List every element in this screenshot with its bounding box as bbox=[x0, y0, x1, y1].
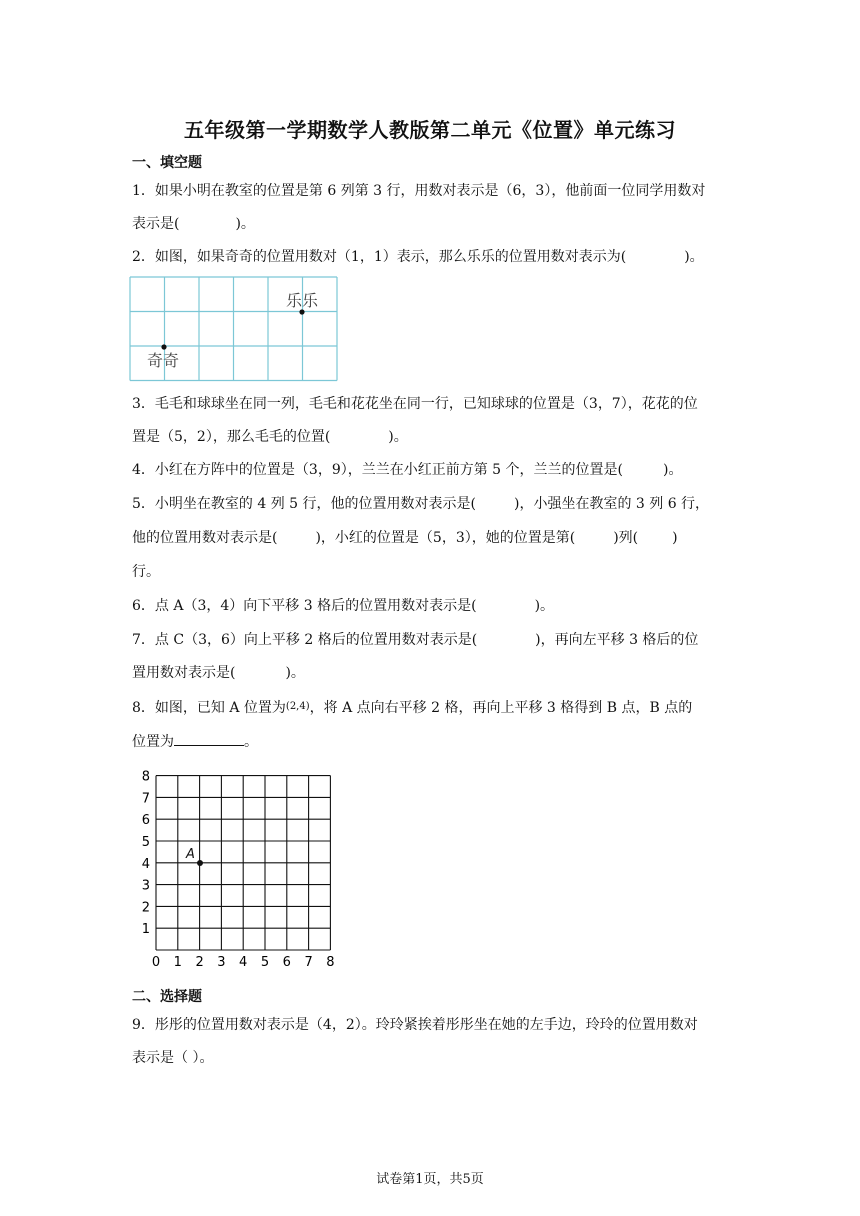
section-choice-heading: 二、选择题 bbox=[132, 989, 202, 1005]
x-tick-label: 6 bbox=[282, 955, 291, 970]
q7-line2: 置用数对表示是( )。 bbox=[132, 665, 305, 681]
q2-line1: 2．如图，如果奇奇的位置用数对（1，1）表示，那么乐乐的位置用数对表示为( )。 bbox=[132, 249, 704, 265]
y-tick-label: 4 bbox=[141, 856, 150, 872]
lele-label: 乐乐 bbox=[286, 291, 319, 310]
y-tick-label: 5 bbox=[141, 835, 150, 850]
q8-coord: (2,4) bbox=[285, 701, 310, 712]
q8-coordinate-grid bbox=[138, 766, 348, 972]
y-tick-label: 2 bbox=[141, 900, 150, 916]
q8-answer-underline bbox=[174, 731, 244, 746]
y-tick-label: 8 bbox=[141, 769, 150, 785]
q8-line1: 8．如图，已知 A 位置为$^{(2,4)}$，将 A 点向右平移 2 格，再向上平移 3 格得到 B 点，B 点的 bbox=[132, 700, 693, 716]
q8-line2: 位置为 。 bbox=[132, 731, 732, 752]
q1-line1: 1．如果小明在教室的位置是第 6 列第 3 行，用数对表示是（6，3），他前面一位同学用数对 bbox=[132, 183, 706, 199]
x-tick-label: 5 bbox=[260, 955, 270, 970]
x-tick-label: 2 bbox=[195, 955, 204, 970]
q7-line1: 7．点 C（3，6）向上平移 2 格后的位置用数对表示是( )，再向左平移 3 格后的位 bbox=[132, 632, 699, 648]
y-tick-label: 7 bbox=[141, 791, 150, 807]
y-tick-label: 3 bbox=[141, 878, 150, 894]
point-a-label: A bbox=[186, 847, 195, 862]
qiqi-point bbox=[161, 344, 166, 349]
x-tick-label: 7 bbox=[304, 955, 313, 970]
q4-line1: 4．小红在方阵中的位置是（3，9），兰兰在小红正前方第 5 个，兰兰的位置是( )。 bbox=[132, 462, 683, 478]
q3-line2: 置是（5，2），那么毛毛的位置( )。 bbox=[132, 429, 408, 445]
x-tick-label: 3 bbox=[217, 955, 226, 970]
q5-line2: 他的位置用数对表示是( )，小红的位置是（5，3），她的位置是第( )列( ) bbox=[132, 530, 678, 546]
lele-point bbox=[299, 309, 304, 314]
y-tick-label: 6 bbox=[141, 813, 150, 829]
point-a bbox=[197, 860, 203, 866]
q3-line1: 3．毛毛和球球坐在同一列，毛毛和花花坐在同一行，已知球球的位置是（3，7），花花的位 bbox=[132, 396, 698, 412]
x-tick-label: 8 bbox=[326, 955, 335, 970]
q5-line1: 5．小明坐在教室的 4 列 5 行，他的位置用数对表示是( )，小强坐在教室的 3 列 6 行， bbox=[132, 496, 710, 512]
section-fill-heading: 一、填空题 bbox=[132, 155, 202, 171]
page-footer: 试卷第1页，共5页 bbox=[376, 1172, 484, 1187]
qiqi-label: 奇奇 bbox=[147, 351, 180, 370]
page-title: 五年级第一学期数学人教版第二单元《位置》单元练习 bbox=[184, 118, 676, 142]
q6-line1: 6．点 A（3，4）向下平移 3 格后的位置用数对表示是( )。 bbox=[132, 598, 555, 614]
x-tick-label: 4 bbox=[239, 955, 248, 970]
q5-line3: 行。 bbox=[132, 564, 160, 580]
x-tick-label: 0 bbox=[151, 955, 161, 970]
q9-line2: 表示是（ ）。 bbox=[132, 1050, 214, 1066]
q9-line1: 9．彤彤的位置用数对表示是（4，2）。玲玲紧挨着彤彤坐在她的左手边，玲玲的位置用数对 bbox=[132, 1017, 698, 1033]
q1-line2: 表示是( )。 bbox=[132, 216, 255, 232]
q2-seat-grid bbox=[128, 275, 340, 385]
x-tick-label: 1 bbox=[173, 955, 182, 970]
y-tick-label: 1 bbox=[141, 922, 150, 938]
